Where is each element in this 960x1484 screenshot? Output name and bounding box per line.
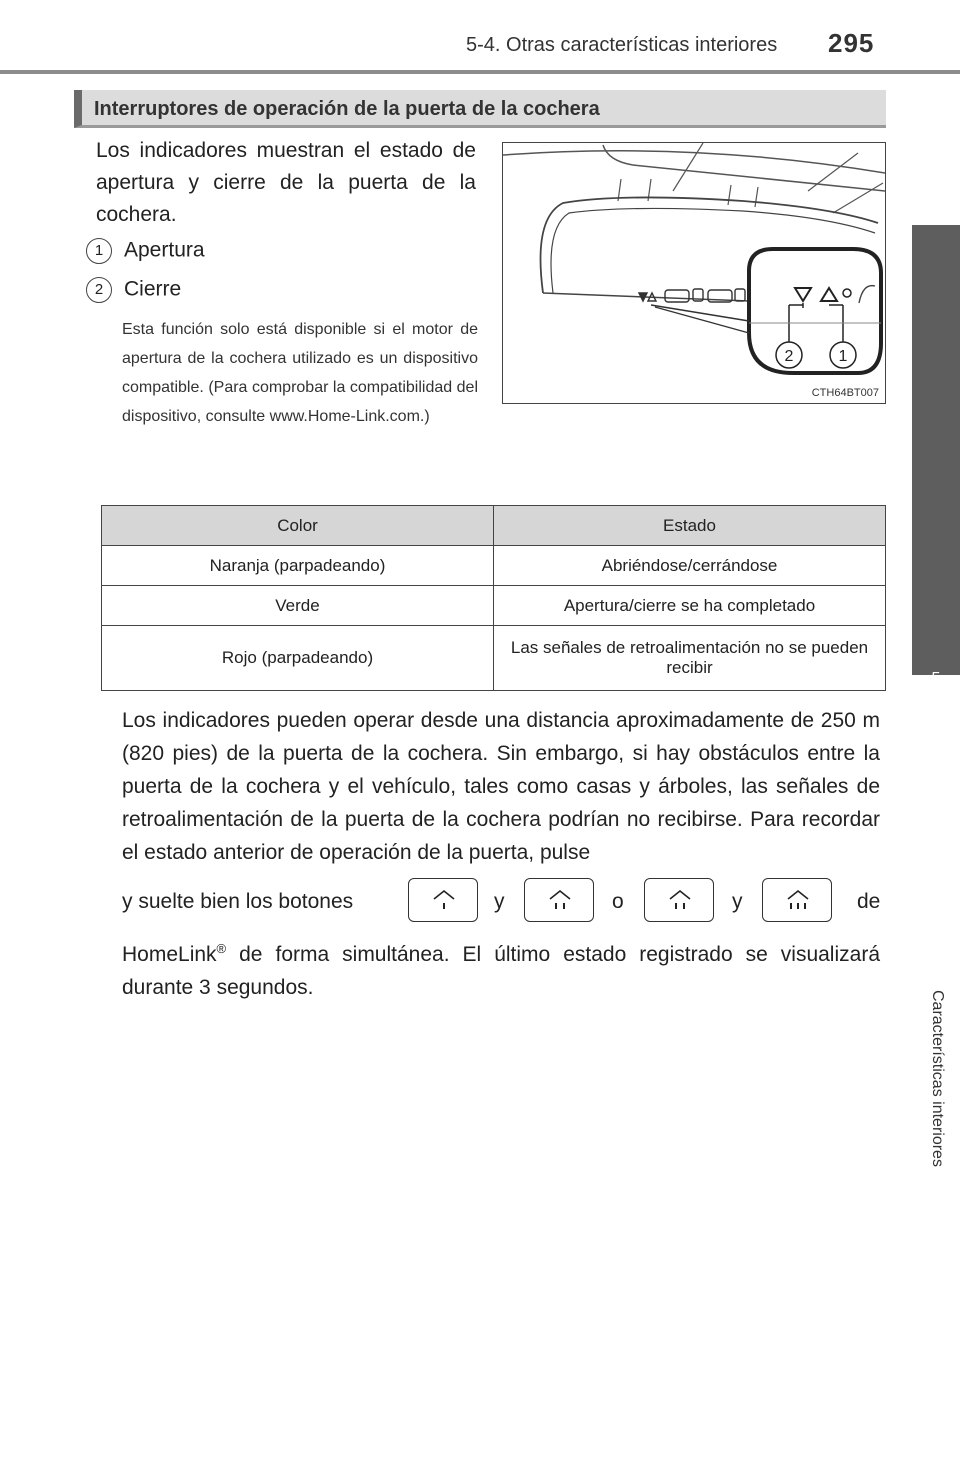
chapter-label: Características interiores — [929, 990, 946, 1167]
homelink-button-3-icon — [762, 878, 832, 922]
table-cell: Abriéndose/cerrándose — [494, 546, 886, 586]
compatibility-note: Esta función solo está disponible si el motor de apertura de la cochera utilizado es un dispositivo compatible. (Para comprobar la compatibilidad del dispositivo, consulte www.Home-Link.com.) — [122, 321, 478, 425]
table-row — [102, 626, 886, 691]
homelink-button-1-icon — [408, 878, 478, 922]
table-header-row — [102, 506, 886, 546]
chapter-number: 5 — [931, 670, 941, 687]
registered-mark: ® — [216, 941, 227, 956]
rearview-mirror-icon — [503, 143, 885, 403]
table-cell: Apertura/cierre se ha completado — [494, 586, 886, 626]
section-heading — [74, 90, 886, 128]
table-row — [102, 546, 886, 586]
table-row — [102, 586, 886, 626]
button-sequence-line — [122, 878, 880, 928]
table-header: Estado — [494, 506, 886, 546]
body-text: de forma simultánea. El último estado registrado se visualizará durante 3 segundos. — [122, 943, 880, 999]
brand-name: HomeLink — [122, 943, 217, 966]
list-item — [86, 277, 181, 303]
header-rule — [0, 70, 960, 74]
callout-1: 1 — [838, 348, 848, 365]
intro-text: Los indicadores muestran el estado de apertura y cierre de la puerta de la cochera. — [96, 139, 476, 226]
table-cell: Las señales de retroalimentación no se pueden recibir — [494, 626, 886, 691]
list-item — [86, 238, 205, 264]
body-text: o — [612, 890, 624, 913]
body-text: de — [857, 890, 881, 913]
homelink-button-2-icon — [524, 878, 594, 922]
section-title: 5-4. Otras características interiores — [466, 34, 778, 56]
body-paragraph: Los indicadores pueden operar desde una distancia aproximadamente de 250 m (820 pies) de la puerta de la cochera. Sin embargo, si hay obstáculos entre la puerta de la cochera y el vehículo, tales como casas y árboles, las señales de retroalimentación de la puerta de la cochera podrían no recibirse. Para recordar el estado anterior de operación de la puerta, pulse — [122, 709, 880, 864]
mirror-illustration — [502, 142, 886, 404]
chapter-tab — [912, 225, 960, 687]
body-text: y — [732, 890, 743, 913]
table-cell: Naranja (parpadeando) — [102, 546, 494, 586]
item-number-icon: 1 — [86, 238, 112, 264]
figure-code: CTH64BT007 — [811, 387, 879, 399]
body-text: y suelte bien los botones — [122, 890, 354, 913]
callout-2: 2 — [784, 348, 794, 365]
status-table — [101, 505, 886, 691]
body-paragraph-end — [122, 932, 880, 1004]
chapter-label-wrap — [919, 990, 955, 1290]
body-text: y — [494, 890, 505, 913]
page-number: 295 — [828, 28, 875, 58]
item-label: Apertura — [124, 238, 205, 262]
item-number-icon: 2 — [86, 277, 112, 303]
table-cell: Verde — [102, 586, 494, 626]
section-heading-text: Interruptores de operación de la puerta de la cochera — [94, 98, 600, 120]
homelink-button-2-icon — [644, 878, 714, 922]
table-cell: Rojo (parpadeando) — [102, 626, 494, 691]
item-label: Cierre — [124, 277, 182, 301]
table-header: Color — [102, 506, 494, 546]
